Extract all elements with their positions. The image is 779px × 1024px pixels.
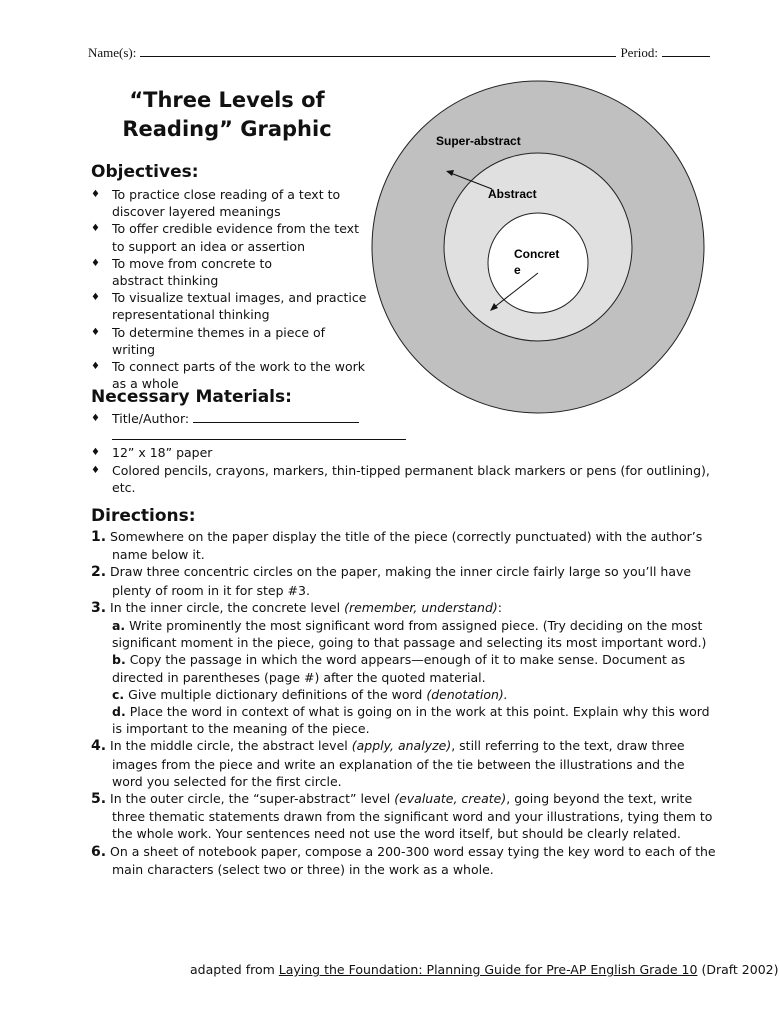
direction-step-6 [91, 843, 716, 878]
substep-b [91, 651, 716, 685]
title-line-2: Reading” Graphic [122, 117, 332, 141]
substep-text: Place the word in context of what is going on in the work at this point. Explain why this word is important to the meaning of the piece. [112, 704, 710, 737]
substep-d [91, 703, 716, 737]
super-abstract-label: Super-abstract [436, 134, 521, 148]
step-tail: , still referring to the text, draw three images from the piece and write an explanation of the tie between the illustrations and the word you selected for the first circle. [112, 738, 685, 789]
title-author-blank-2[interactable] [112, 439, 406, 440]
step-emphasis: (remember, understand) [344, 599, 498, 615]
substep-label: c. [112, 686, 125, 702]
direction-step-3 [91, 599, 716, 617]
direction-step-4 [91, 737, 716, 790]
step-number: 6. [91, 843, 107, 860]
title-line-1: “Three Levels of [129, 88, 325, 112]
step-text: In the inner circle, the concrete level [110, 599, 341, 615]
material-paper: ♦ 12” x 18” paper [91, 444, 711, 461]
step-text: On a sheet of notebook paper, compose a 200-300 word essay tying the key word to each of the main characters (select two or three) in the work as a whole. [110, 843, 716, 877]
step-number: 5. [91, 791, 107, 808]
direction-step-1 [91, 528, 716, 563]
footer-prefix: adapted from [190, 962, 275, 977]
step-emphasis: (apply, analyze) [351, 738, 452, 754]
step-tail: , going beyond the text, write three thematic statements drawn from the significant word and your illustrations, tying them to the whole work. Your sentences need not use the word itself, but should be clearly related. [112, 791, 713, 842]
directions-list [91, 528, 716, 878]
substep-a [91, 617, 716, 651]
direction-step-2 [91, 563, 716, 598]
step-number: 2. [91, 564, 107, 581]
concrete-label-part-1: Concret [514, 247, 560, 261]
direction-step-5 [91, 790, 716, 843]
title-author-blank-line [91, 427, 711, 444]
substep-text: Write prominently the most significant word from assigned piece. (Try deciding on the most significant moment in the piece, going to that passage and selecting its most important word.) [112, 618, 707, 651]
abstract-label: Abstract [488, 187, 537, 201]
materials-list [91, 410, 711, 496]
step-emphasis: (evaluate, create) [394, 791, 507, 807]
step-text: In the middle circle, the abstract level [110, 738, 348, 754]
source-attribution [190, 962, 779, 977]
objective-item: ♦ To visualize textual images, and practice representational thinking [91, 289, 371, 323]
objectives-heading: Objectives: [91, 162, 199, 182]
concrete-label-part-2: e [514, 263, 521, 277]
objective-item: ♦ To practice close reading of a text to discover layered meanings [91, 186, 371, 220]
material-title-author [91, 410, 711, 427]
step-number: 3. [91, 599, 107, 616]
material-supplies: ♦ Colored pencils, crayons, markers, thin-tipped permanent black markers or pens (for outlining), etc. [91, 462, 711, 496]
step-text: Draw three concentric circles on the paper, making the inner circle fairly large so you’ll have plenty of room in it for step #3. [110, 564, 692, 598]
concrete-circle [488, 213, 588, 313]
step-text: In the outer circle, the “super-abstract” level [110, 791, 391, 807]
footer-suffix: (Draft 2002) [701, 962, 779, 977]
substep-text: Copy the passage in which the word appears—enough of it to make sense. Document as directed in parentheses (page #) after the quoted material. [112, 652, 686, 685]
step-number: 1. [91, 529, 107, 545]
objective-item: ♦ To move from concrete to abstract thinking [91, 255, 322, 289]
names-label: Name(s): [88, 45, 137, 60]
substep-label: b. [112, 652, 126, 668]
materials-heading: Necessary Materials: [91, 387, 292, 407]
objective-item: ♦ To offer credible evidence from the text to support an idea or assertion [91, 220, 371, 254]
footer-source: Laying the Foundation: Planning Guide for Pre-AP English Grade 10 [278, 962, 698, 977]
title-author-blank[interactable] [193, 422, 359, 423]
objective-item: ♦ To connect parts of the work to the work as a whole [91, 358, 371, 392]
directions-heading: Directions: [91, 506, 196, 526]
substep-text: Give multiple dictionary definitions of the word [128, 686, 423, 702]
substep-label: a. [112, 618, 126, 634]
substep-emphasis: (denotation). [426, 686, 508, 702]
step-text: Somewhere on the paper display the title of the piece (correctly punctuated) with the author’s name below it. [110, 529, 703, 563]
period-label: Period: [620, 45, 658, 60]
title-author-label: Title/Author: [112, 411, 190, 426]
objective-item: ♦ To determine themes in a piece of writing [91, 324, 371, 358]
substep-label: d. [112, 704, 126, 720]
substep-c [91, 686, 716, 703]
step-tail: : [497, 599, 503, 615]
step-number: 4. [91, 738, 107, 755]
